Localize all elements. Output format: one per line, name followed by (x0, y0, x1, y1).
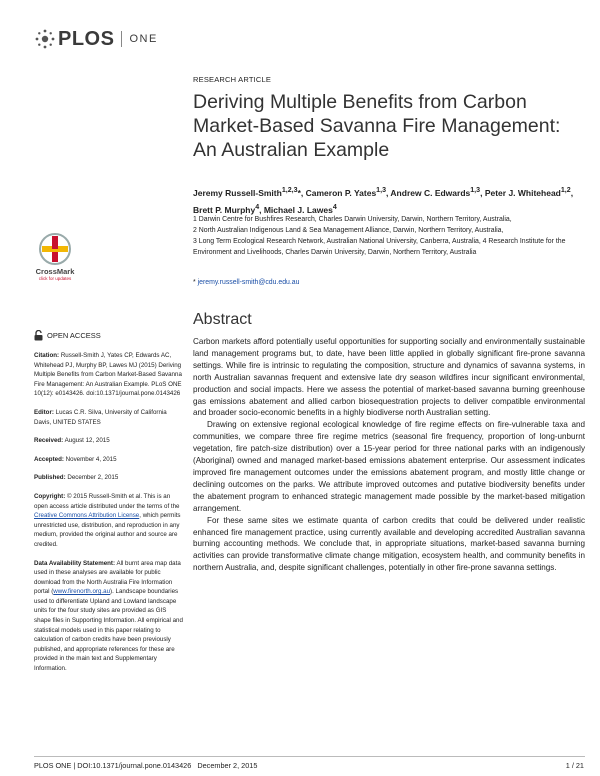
editor-text: Lucas C.R. Silva, University of California Davis, UNITED STATES (34, 408, 167, 426)
corresponding-marker: * (193, 279, 196, 286)
author-affiliation-marker: 1,2,3 (281, 186, 298, 194)
data-availability-label: Data Availability Statement: (34, 559, 116, 567)
crossmark-sub: click for updates (38, 276, 72, 281)
copyright-label: Copyright: (34, 492, 66, 500)
crossmark-label: CrossMark (35, 267, 75, 276)
received-text: August 12, 2015 (64, 437, 110, 445)
footer-divider (34, 756, 585, 757)
citation (34, 351, 184, 399)
published-text: December 2, 2015 (67, 474, 119, 482)
accepted-text: November 4, 2015 (65, 455, 117, 463)
author-name[interactable]: Jeremy Russell-Smith (193, 187, 282, 198)
author-affiliation-marker: 1,3 (470, 186, 481, 194)
crossmark-badge[interactable] (33, 232, 77, 281)
author-affiliation-marker: 1,2 (560, 186, 571, 194)
email-link[interactable]: jeremy.russell-smith@cdu.edu.au (197, 279, 300, 286)
author-affiliation-marker: 4 (255, 202, 260, 211)
copyright-text: , which permits unrestricted use, distribution, and reproduction in any medium, provided the original author and source are credited. (34, 512, 181, 548)
article-info-sidebar (34, 330, 184, 683)
article-type: RESEARCH ARTICLE (193, 75, 272, 84)
abstract-paragraph: Drawing on extensive regional ecological knowledge of fire regime effects on fire-vulnerable taxa and communities, we compare three fire regime metrics (seasonal fire frequency, proportion of long-unburnt vegetation, fire patch-size distribution) over a 15-year period for three national parks with an indigenously (Aboriginal) owned and managed market-based emissions abatement enterprise. Our assessment indicates improved fire management outcomes under the emissions abatement program, and mostly little change or declining outcomes on the parks. We attribute improved outcomes and putative biodiversity benefits under the abatement program to enhanced strategic management made possible by the market-based mitigation arrangement. (193, 420, 585, 513)
journal-logo[interactable] (34, 26, 158, 52)
data-availability-text: All burnt area map data used in these analyses are available for public download from the North Australia Fire Information portal ( (34, 559, 181, 596)
editor (34, 408, 184, 427)
author-name[interactable]: , Michael J. Lawes (259, 204, 333, 215)
affiliations (193, 214, 583, 258)
open-access-label: OPEN ACCESS (47, 330, 101, 340)
author-affiliation-marker: 4 (332, 202, 337, 211)
article-title: Deriving Multiple Benefits from Carbon Market-Based Savanna Fire Management: An Australian Example (193, 91, 561, 161)
author-list (193, 183, 583, 217)
corresponding-email (193, 279, 299, 286)
abstract-heading: Abstract (193, 311, 252, 328)
open-lock-icon (34, 330, 43, 341)
journal-name: ONE (129, 33, 158, 45)
abstract-paragraph: Carbon markets afford potentially useful opportunities for supporting socially and environmentally sustainable land management programs but, to date, have been little applied in globally significant fire-prone savanna settings. While fire is intrinsic to regulating the composition, structure and dynamics of savanna systems, in north Australian savannas frequent and extensive late dry season wildfires incur significant environmental, production and social impacts. Here we assess the potential of market-based savanna burning greenhouse gas emissions abatement and allied carbon biosequestration projects to deliver compatible environmental and broader socio-economic benefits in a highly biodiverse north Australian setting. (193, 337, 585, 418)
author-affiliation-marker: 1,3 (376, 186, 387, 194)
received-date (34, 436, 184, 446)
received-label: Received: (34, 437, 64, 445)
author-name[interactable]: *, Cameron P. Yates (297, 187, 377, 198)
author-name[interactable]: , Peter J. Whitehead (480, 187, 561, 198)
abstract-paragraph: For these same sites we estimate quanta of carbon credits that could be delivered under realistic enhanced fire management practice, using currently available and developing accredited Australian savanna burning accounting methods. We conclude that, in appropriate situations, market-based savanna burning activities can provide transformative climate change mitigation, ecosystem health, and community benefits in northern Australia, and, despite significant challenges, potentially in other fire-prone savanna settings. (193, 515, 585, 573)
abstract-body (193, 336, 585, 574)
author-name[interactable]: , Brett P. Murphy (193, 187, 574, 215)
page-number: 1 / 21 (565, 761, 584, 770)
data-availability-text: ). Landscape boundaries used to differentiate Upland and Lowland landscape units for the four study sites are provided as GIS shape files in Supporting Information. All empirical and statistical models used in this paper relating to calculation of carbon credits have been previously published, and appropriate references for these are provided in the main text and Supplementary Information. (34, 588, 183, 673)
editor-label: Editor: (34, 408, 54, 416)
license-link[interactable]: Creative Commons Attribution License (34, 512, 140, 520)
plos-logo-icon (34, 28, 56, 50)
author-name[interactable]: , Andrew C. Edwards (386, 187, 471, 198)
citation-text: Russell-Smith J, Yates CP, Edwards AC, Whitehead PJ, Murphy BP, Lawes MJ (2015) Deriving Multiple Benefits from Carbon Market-Based Savanna Fire Management: An Australian Example. PLoS ONE 10(12): e0143426. doi:10.1371/journal.pone.0143426 (34, 352, 182, 398)
affiliation: 1 Darwin Centre for Bushfires Research, Charles Darwin University, Darwin, Northern Territory, Australia, (193, 216, 512, 223)
logo-divider (121, 31, 122, 47)
copyright (34, 492, 184, 550)
affiliation: 3 Long Term Ecological Research Network, Australian National University, Canberra, Australia, 4 Research Institute for the Environment and Livelihoods, Charles Darwin University, Darwin, Northern Territory, Australia (193, 238, 566, 256)
affiliation: 2 North Australian Indigenous Land & Sea Management Alliance, Darwin, Northern Territory, Australia, (193, 227, 504, 234)
open-access-badge (34, 330, 184, 341)
accepted-label: Accepted: (34, 455, 64, 463)
published-date (34, 473, 184, 483)
citation-label: Citation: (34, 352, 60, 359)
footer-citation: PLOS ONE | DOI:10.1371/journal.pone.0143426 December 2, 2015 (34, 761, 258, 770)
data-availability (34, 559, 184, 674)
accepted-date (34, 455, 184, 465)
copyright-text: © 2015 Russell-Smith et al. This is an open access article distributed under the terms of the (34, 492, 180, 510)
published-label: Published: (34, 474, 66, 482)
crossmark-icon (38, 232, 72, 266)
publisher-name: PLOS (58, 27, 115, 50)
firenorth-link[interactable]: www.firenorth.org.au (53, 588, 111, 596)
